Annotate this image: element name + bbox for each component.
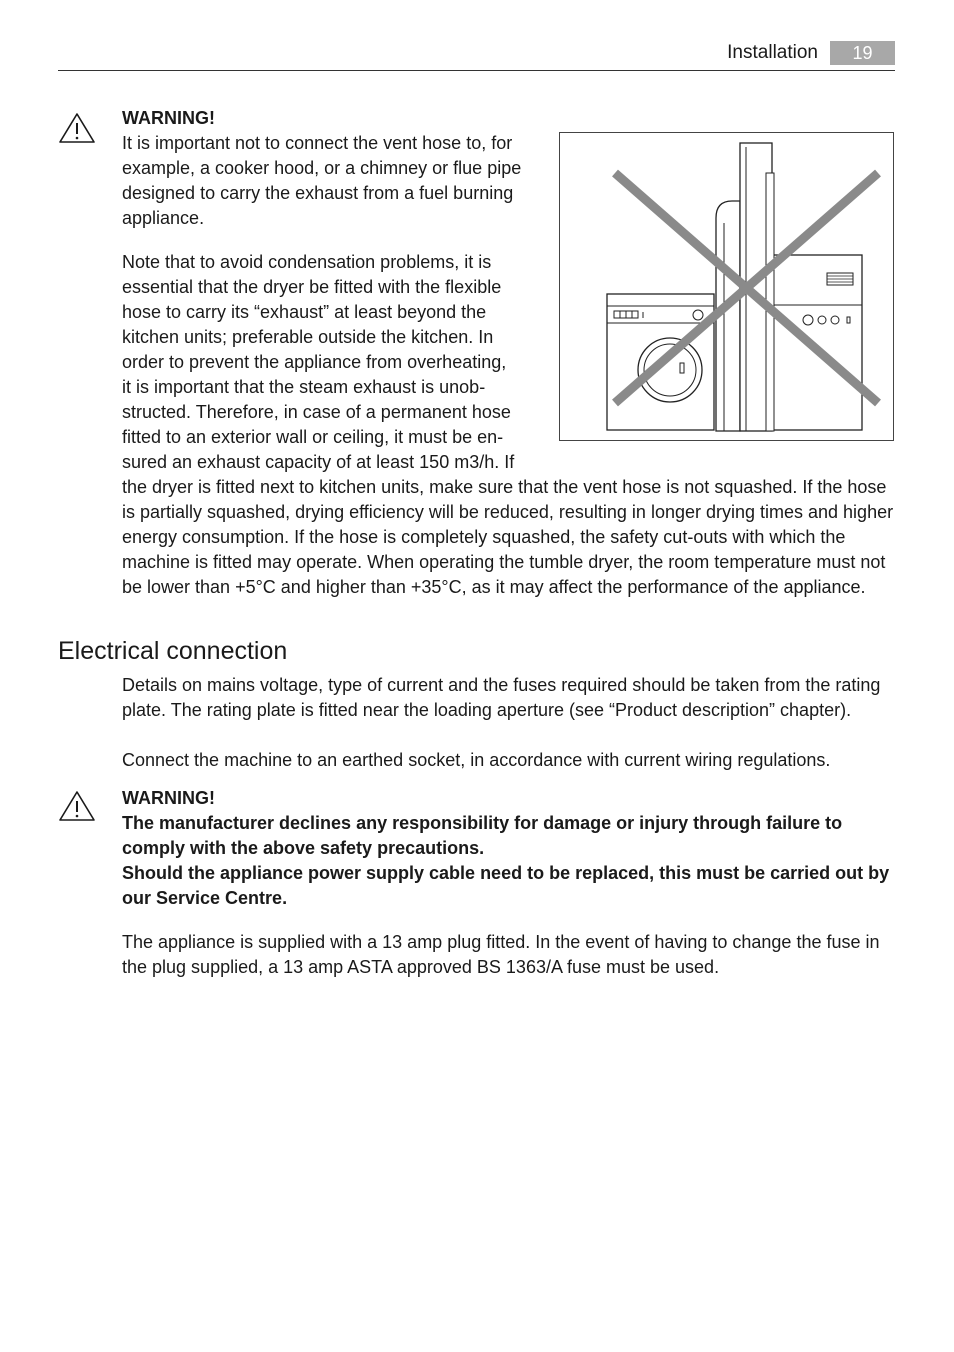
warning2-bold2: Should the appliance power supply cable need to be replaced, this must be carried out by our Service Centre. bbox=[122, 863, 890, 908]
para2-line: it is important that the steam exhaust is unob- bbox=[122, 377, 486, 397]
warning-triangle-icon bbox=[58, 790, 96, 822]
warning1-para2-rest: the dryer is fitted next to kitchen units, make sure that the vent hose is not squashed. If the hose is partially squashed, drying efficiency will be reduced, resulting in longer drying times and higher energy consumption. If the hose is completely squashed, the safety cut-outs with which the machine is fitted may operate. When operating the tumble dryer, the room temperature must not be lower than +5°C and higher than +35°C, as it may affect the performance of the appliance. bbox=[122, 477, 894, 597]
header-rule bbox=[58, 70, 895, 71]
para2-line: order to prevent the appliance from overheating, bbox=[122, 352, 507, 372]
page-number: 19 bbox=[830, 41, 895, 65]
vent-hose-illustration bbox=[559, 132, 894, 441]
electrical-para1: Details on mains voltage, type of current and the fuses required should be taken from the rating plate. The rating plate is fitted near the loading aperture (see “Product description” chapter). bbox=[122, 675, 881, 720]
para2-line: essential that the dryer be fitted with the flexible bbox=[122, 277, 502, 297]
para2-line: kitchen units; preferable outside the kitchen. In bbox=[122, 327, 494, 347]
warning2-title: WARNING! bbox=[122, 788, 215, 808]
warning1-para2-wrapped bbox=[122, 250, 552, 475]
para2-line: hose to carry its “exhaust” at least beyond the bbox=[122, 302, 487, 322]
para2-line: Note that to avoid condensation problems, it is bbox=[122, 252, 492, 272]
warning1-para1: It is important not to connect the vent hose to, for example, a cooker hood, or a chimney or flue pipe designed to carry the exhaust from a fuel burning appliance. bbox=[122, 133, 522, 228]
warning1-title: WARNING! bbox=[122, 108, 215, 128]
electrical-para2: Connect the machine to an earthed socket, in accordance with current wiring regulations. bbox=[122, 750, 831, 770]
para2-line: fitted to an exterior wall or ceiling, it must be en- bbox=[122, 427, 504, 447]
para2-line: structed. Therefore, in case of a permanent hose bbox=[122, 402, 511, 422]
section-heading: Electrical connection bbox=[58, 637, 288, 665]
warning-triangle-icon bbox=[58, 112, 96, 144]
warning2-bold1: The manufacturer declines any responsibility for damage or injury through failure to comply with the above safety precautions. bbox=[122, 813, 843, 858]
warning2-para: The appliance is supplied with a 13 amp plug fitted. In the event of having to change the fuse in the plug supplied, a 13 amp ASTA approved BS 1363/A fuse must be used. bbox=[122, 932, 880, 977]
para2-line: sured an exhaust capacity of at least 150 m3/h. If bbox=[122, 452, 515, 472]
section-title: Installation bbox=[727, 42, 818, 63]
